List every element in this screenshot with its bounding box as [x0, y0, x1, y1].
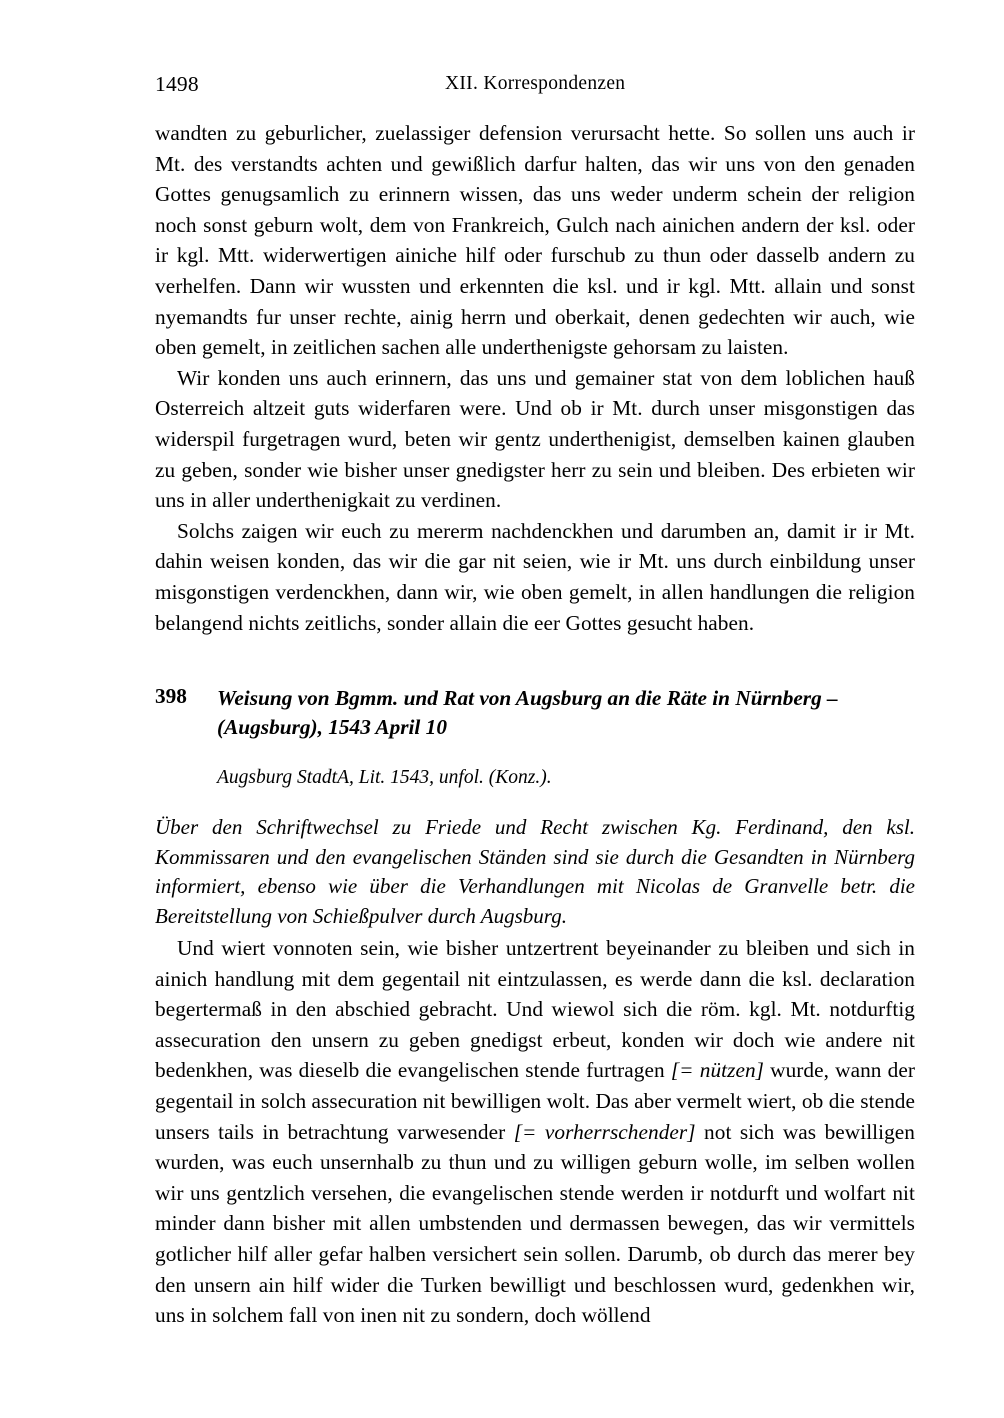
running-head	[155, 72, 915, 112]
section-abstract: Über den Schriftwechsel zu Friede und Recht zwischen Kg. Ferdinand, den ksl. Kommissaren und den evangelischen Ständen sind sie durch die Gesandten in Nürnberg informiert, ebenso wie über die Verhandlungen mit Nicolas de Granvelle betr. die Bereitstellung von Schießpulver durch Augsburg.	[155, 815, 915, 928]
paragraph: Solchs zaigen wir euch zu mererm nachdenckhen und darumben an, damit ir ir Mt. dahin weisen konden, das wir die gar nit seien, wie ir Mt. uns durch einbildung unser misgonstigen verdenckhen, dann wir, wie oben gemelt, in allen handlungen die religion belangend nichts zeitlichs, sonder allain die eer Gottes gesucht haben.	[155, 518, 915, 635]
section-heading	[155, 684, 915, 742]
source-reference: Augsburg StadtA, Lit. 1543, unfol. (Konz.).	[217, 767, 552, 789]
editorial-gloss: [= vorherrschender]	[513, 1119, 696, 1144]
letter-text	[155, 933, 915, 1331]
page-number: 1498	[155, 72, 199, 96]
letter-part-2: wurde, wann der gegentail in solch assecuration nit bewilligen wolt. Das aber vermelt wiert, ob die stende unsers tails in betrachtung varwesender	[155, 1058, 916, 1144]
paragraph	[155, 933, 915, 1331]
section-number: 398	[155, 684, 187, 709]
body-text	[155, 118, 915, 638]
page-content	[155, 72, 915, 1331]
letter-part-1: Und wiert vonnoten sein, wie bisher untzertrent beyeinander zu bleiben und sich in ainich handlung mit dem gegentail nit eintzulassen, es werde dann die ksl. declaration begertermaß in den abschied gebracht. Und wiewol sich die röm. kgl. Mt. notdurftig assecuration den unsern zu geben gnedigst erbeut, konden wir doch wie andere nit bedenkhen, was dieselb die evangelischen stende furtragen	[155, 936, 915, 1083]
paragraph: Wir konden uns auch erinnern, das uns und gemainer stat von dem loblichen hauß Osterreich altzeit guts widerfaren were. Und ob ir Mt. durch unser misgonstigen das widerspil furgetragen wurd, beten wir gentz underthenigist, demselben kainen glauben zu geben, sonder wie bisher unser gnedigster herr zu sein und bleiben. Des erbieten wir uns in aller underthenigkait zu verdinen.	[155, 365, 915, 513]
section-title: Weisung von Bgmm. und Rat von Augsburg an die Räte in Nürnberg – (Augsburg), 1543 April 10	[217, 686, 838, 740]
editorial-gloss: [= nützen]	[670, 1058, 764, 1083]
paragraph: wandten zu geburlicher, zuelassiger defension verursacht hette. So sollen uns auch ir Mt. des verstandts achten und gewißlich darfur halten, das wir uns von den genaden Gottes genugsamlich zu erinnern wissen, das uns weder underm schein der religion noch sonst geburn wolt, dem von Frankreich, Gulch nach ainichen andern der ksl. oder ir kgl. Mtt. widerwertigen ainiche hilf oder furschub zu thun oder dasselb andern zu verhelfen. Dann wir wussten und erkennten die ksl. und ir kgl. Mtt. allain und sonst nyemandts fur unser rechte, ainig herrn und oberkait, denen gedechten wir auch, wie oben gemelt, in zeitlichen sachen alle underthenigste gehorsam zu laisten.	[155, 121, 915, 360]
letter-part-3: not sich was bewilligen wurden, was euch unsernhalb zu thun und zu willigen geburn wolle, im selben wollen wir uns gentzlich versehen, die evangelischen stende werden ir notdurft und wolfart nit minder dann bisher mit allen umbstenden und dermassen bewegen, das wir vermittels gotlicher hilf aller gefar halben versichert sein sollen. Darumb, ob durch das merer bey den unsern ain hilf wider die Turken bewilligt und beschlossen wurd, gedenkhen wir, uns in solchem fall von inen nit zu sondern, doch wöllend	[155, 1119, 915, 1328]
running-title: XII. Korrespondenzen	[445, 73, 626, 94]
